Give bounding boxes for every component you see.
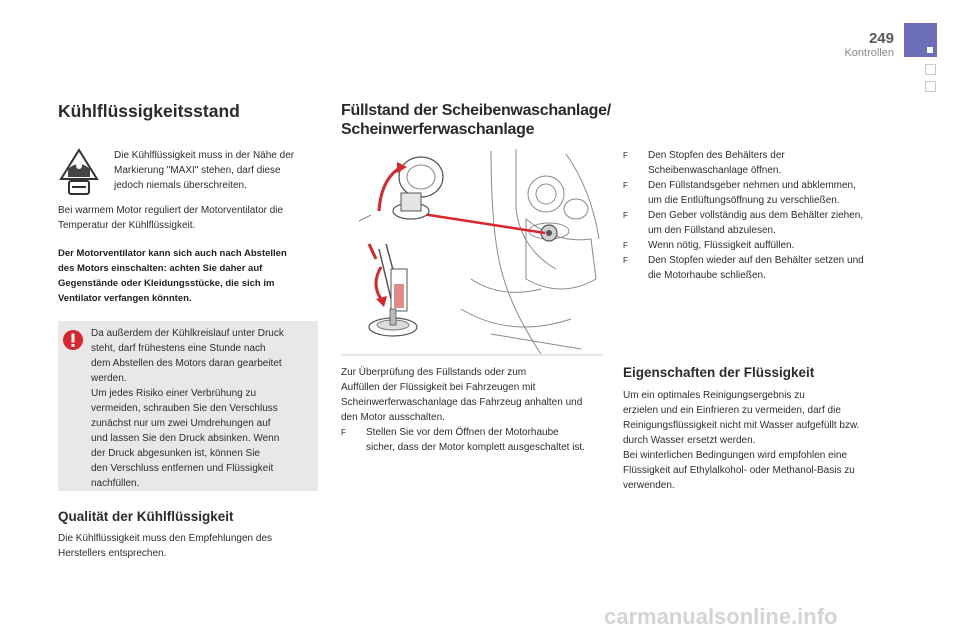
chapter-tab[interactable]: [925, 81, 936, 92]
list-item: F Den Geber vollständig aus dem Behälter ziehen, um den Füllstand abzulesen.: [623, 210, 864, 236]
quality-title: Qualität der Kühlflüssigkeit: [58, 509, 234, 524]
list-item: F Den Stopfen wieder auf den Behälter setzen und die Motorhaube schließen.: [623, 255, 864, 281]
page-number: 249: [868, 30, 894, 47]
washer-reservoir-illustration: [341, 149, 603, 357]
bullet-marker-icon: F: [341, 428, 346, 437]
washer-intro-text: Zur Überprüfung des Füllstands oder zum Auffüllen der Flüssigkeit bei Fahrzeugen mit Scheinwerferwaschanlage das Fahrzeug anhalten und den Motor ausschalten.: [341, 367, 583, 423]
list-item: F Den Füllstandsgeber nehmen und abklemmen, um die Entlüftungsöffnung zu verschließen.: [623, 180, 856, 206]
quality-text: Die Kühlflüssigkeit muss den Empfehlungen des Herstellers entsprechen.: [58, 533, 273, 559]
chapter-tab[interactable]: [925, 64, 936, 75]
coolant-maxi-icon: [58, 147, 100, 197]
section-title-washer: Füllstand der Scheibenwaschanlage/ Scheinwerferwaschanlage: [341, 102, 611, 138]
chapter-tab-active[interactable]: [904, 23, 937, 57]
list-item: F Den Stopfen des Behälters der Scheibenwaschanlage öffnen.: [623, 150, 785, 176]
tab-marker-icon: [927, 47, 933, 53]
ventilator-paragraph: Bei warmem Motor reguliert der Motorventilator die Temperatur der Kühlflüssigkeit.: [58, 205, 284, 231]
washer-safety-bullet: F Stellen Sie vor dem Öffnen der Motorhaube sicher, dass der Motor komplett ausgeschaltet ist.: [341, 427, 585, 453]
list-item: F Wenn nötig, Flüssigkeit auffüllen.: [623, 240, 795, 251]
washer-steps-list: [623, 148, 923, 283]
fan-warning-paragraph: Der Motorventilator kann sich auch nach Abstellen des Motors einschalten: achten Sie daher auf Gegenstände oder Kleidungsstücke, die sich im Ventilator verfangen könnten.: [58, 248, 287, 304]
watermark: carmanualsonline.info: [604, 604, 838, 629]
maxi-text: Die Kühlflüssigkeit muss in der Nähe der Markierung "MAXI" stehen, darf diese jedoch niemals überschreiten.: [114, 150, 295, 191]
warning-exclamation-icon: [62, 329, 84, 351]
section-label: Kontrollen: [844, 47, 894, 59]
fluid-properties-text: Um ein optimales Reinigungsergebnis zu erzielen und ein Einfrieren zu vermeiden, darf die Reinigungsflüssigkeit nicht mit Wasser aufgefüllt bzw. durch Wasser ersetzt werden. Bei winterlichen Bedingungen wird empfohlen eine Flüssigkeit auf Ethylalkohol- oder Methanol-Basis zu verwenden.: [623, 390, 860, 491]
scald-warning-text: Da außerdem der Kühlkreislauf unter Druck steht, darf frühestens eine Stunde nach dem Abstellen des Motors daran gearbeitet werden. Um jedes Risiko einer Verbrühung zu vermeiden, schrauben Sie den Verschluss zunächst nur um zwei Umdrehungen auf und lassen Sie den Druck absinken. Wenn der Druck abgesunken ist, können Sie den Verschluss entfernen und Flüssigkeit nachfüllen.: [91, 328, 284, 489]
fluid-properties-title: Eigenschaften der Flüssigkeit: [623, 365, 815, 380]
section-title-coolant: Kühlflüssigkeitsstand: [58, 101, 240, 121]
